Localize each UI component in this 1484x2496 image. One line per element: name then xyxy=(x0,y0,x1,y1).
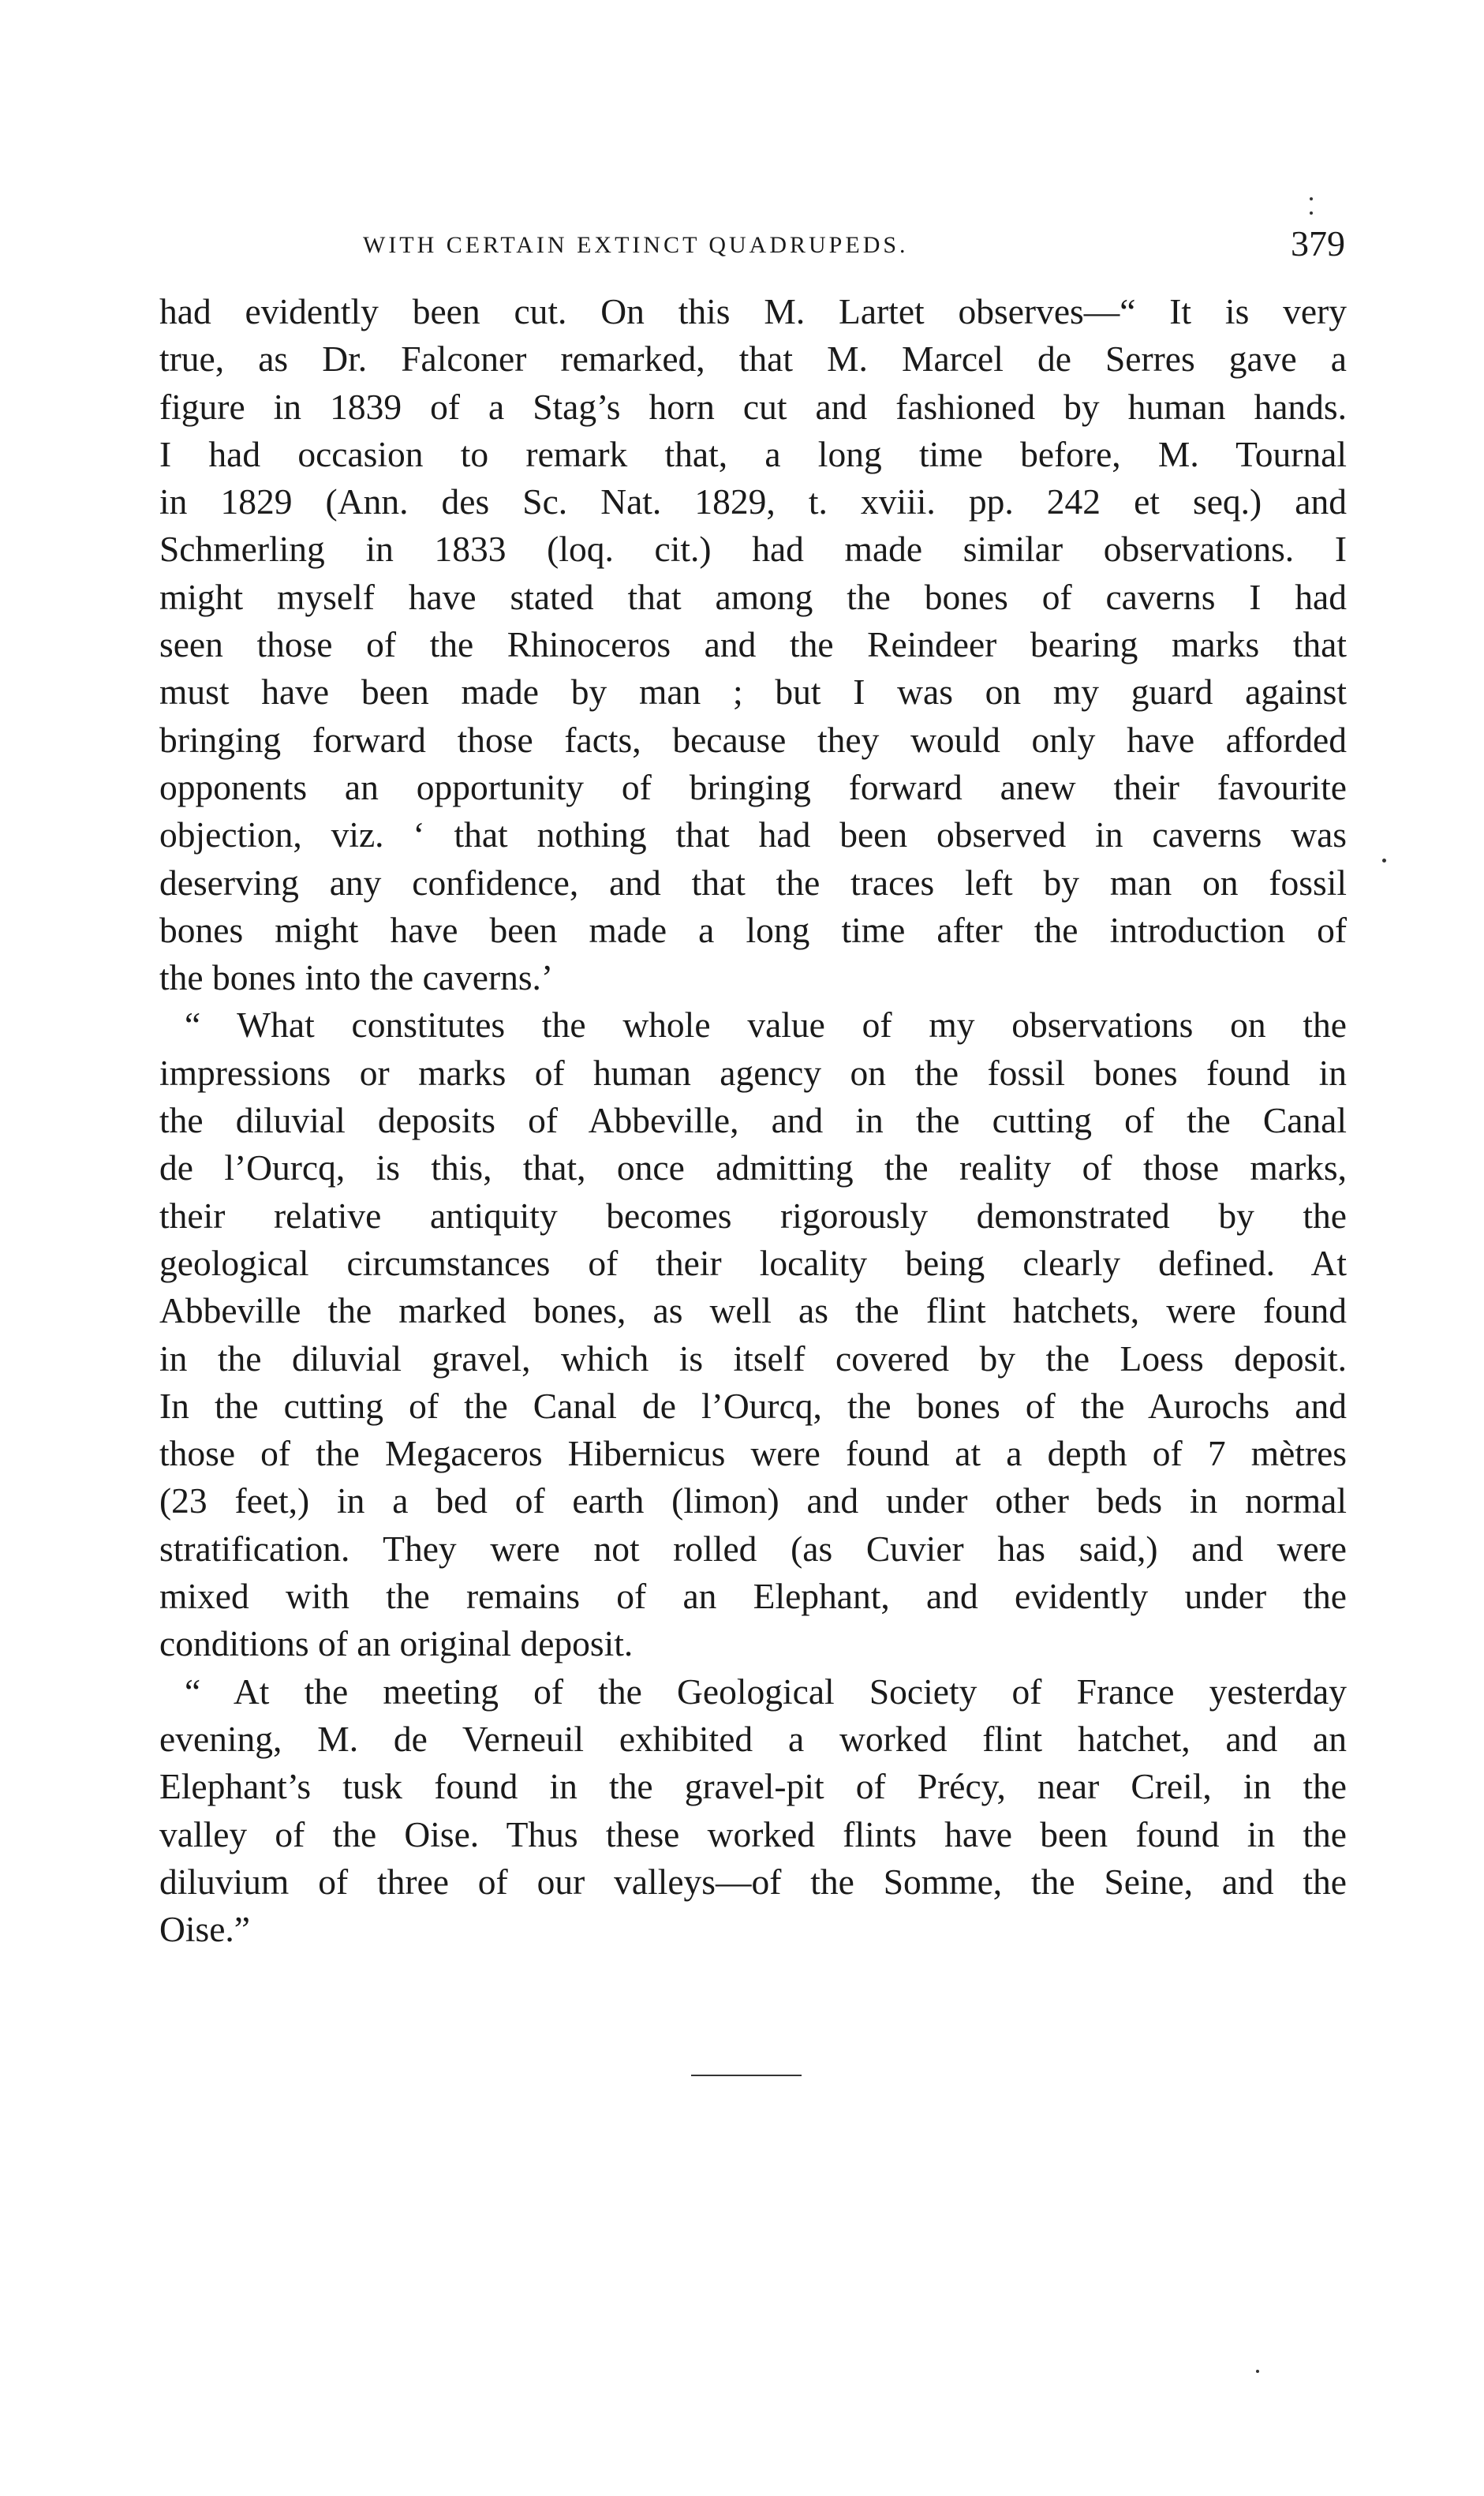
text-line: might myself have stated that among the bones of caverns I had xyxy=(159,576,1347,617)
text-line: geological circumstances of their locality being clearly defined. At xyxy=(159,1242,1347,1283)
text-line: bones might have been made a long time after the introduction of xyxy=(159,909,1347,950)
text-line: seen those of the Rhinoceros and the Reindeer bearing marks that xyxy=(159,624,1347,665)
text-line: deserving any confidence, and that the traces left by man on fossil xyxy=(159,862,1347,903)
text-line: diluvium of three of our valleys—of the Somme, the Seine, and the xyxy=(159,1861,1347,1902)
body-text xyxy=(159,288,1347,1953)
text-line: had evidently been cut. On this M. Lartet observes—“ It is very xyxy=(159,291,1347,331)
text-line: valley of the Oise. Thus these worked flints have been found in the xyxy=(159,1813,1347,1854)
scan-speck xyxy=(1310,197,1313,200)
text-line: (23 feet,) in a bed of earth (limon) and under other beds in normal xyxy=(159,1480,1347,1521)
text-line: conditions of an original deposit. xyxy=(159,1623,634,1664)
text-line: Elephant’s tusk found in the gravel-pit of Précy, near Creil, in the xyxy=(159,1766,1347,1807)
text-line: in the diluvial gravel, which is itself covered by the Loess deposit. xyxy=(159,1338,1347,1379)
text-line: In the cutting of the Canal de l’Ourcq, the bones of the Aurochs and xyxy=(159,1385,1347,1426)
text-line: in 1829 (Ann. des Sc. Nat. 1829, t. xviii. pp. 242 et seq.) and xyxy=(159,481,1347,522)
text-line: opponents an opportunity of bringing forward anew their favourite xyxy=(159,766,1347,807)
text-line: I had occasion to remark that, a long time before, M. Tournal xyxy=(159,433,1347,474)
running-head xyxy=(158,223,1345,278)
scan-speck xyxy=(1310,211,1313,215)
text-line: impressions or marks of human agency on the fossil bones found in xyxy=(159,1052,1347,1093)
text-line: the bones into the caverns.’ xyxy=(159,957,554,998)
text-line: evening, M. de Verneuil exhibited a worked flint hatchet, and an xyxy=(159,1718,1347,1759)
text-line: de l’Ourcq, is this, that, once admitting the reality of those marks, xyxy=(159,1147,1347,1188)
text-line: those of the Megaceros Hibernicus were found at a depth of 7 mètres xyxy=(159,1433,1347,1474)
text-line: figure in 1839 of a Stag’s horn cut and fashioned by human hands. xyxy=(159,386,1347,427)
scan-speck xyxy=(1256,2370,1259,2373)
scan-speck xyxy=(1382,859,1386,863)
running-title: WITH CERTAIN EXTINCT QUADRUPEDS. xyxy=(363,232,909,258)
page-number: 379 xyxy=(1291,223,1345,264)
text-line: “ What constitutes the whole value of my observations on the xyxy=(185,1005,1347,1046)
text-line: bringing forward those facts, because they would only have afforded xyxy=(159,719,1347,760)
text-line: must have been made by man ; but I was on my guard against xyxy=(159,672,1347,713)
text-line: Abbeville the marked bones, as well as the flint hatchets, were found xyxy=(159,1290,1347,1331)
text-line: “ At the meeting of the Geological Society of France yesterday xyxy=(185,1671,1347,1712)
text-line: the diluvial deposits of Abbeville, and in the cutting of the Canal xyxy=(159,1100,1347,1141)
text-line: their relative antiquity becomes rigorously demonstrated by the xyxy=(159,1195,1347,1236)
text-line: stratification. They were not rolled (as Cuvier has said,) and were xyxy=(159,1528,1347,1569)
text-line: Schmerling in 1833 (loq. cit.) had made similar observations. I xyxy=(159,529,1347,570)
text-line: true, as Dr. Falconer remarked, that M. Marcel de Serres gave a xyxy=(159,339,1347,380)
text-line: Oise.” xyxy=(159,1909,250,1950)
text-line: mixed with the remains of an Elephant, and evidently under the xyxy=(159,1576,1347,1617)
text-line: objection, viz. ‘ that nothing that had been observed in caverns was xyxy=(159,814,1347,855)
section-end-rule xyxy=(691,2075,802,2076)
